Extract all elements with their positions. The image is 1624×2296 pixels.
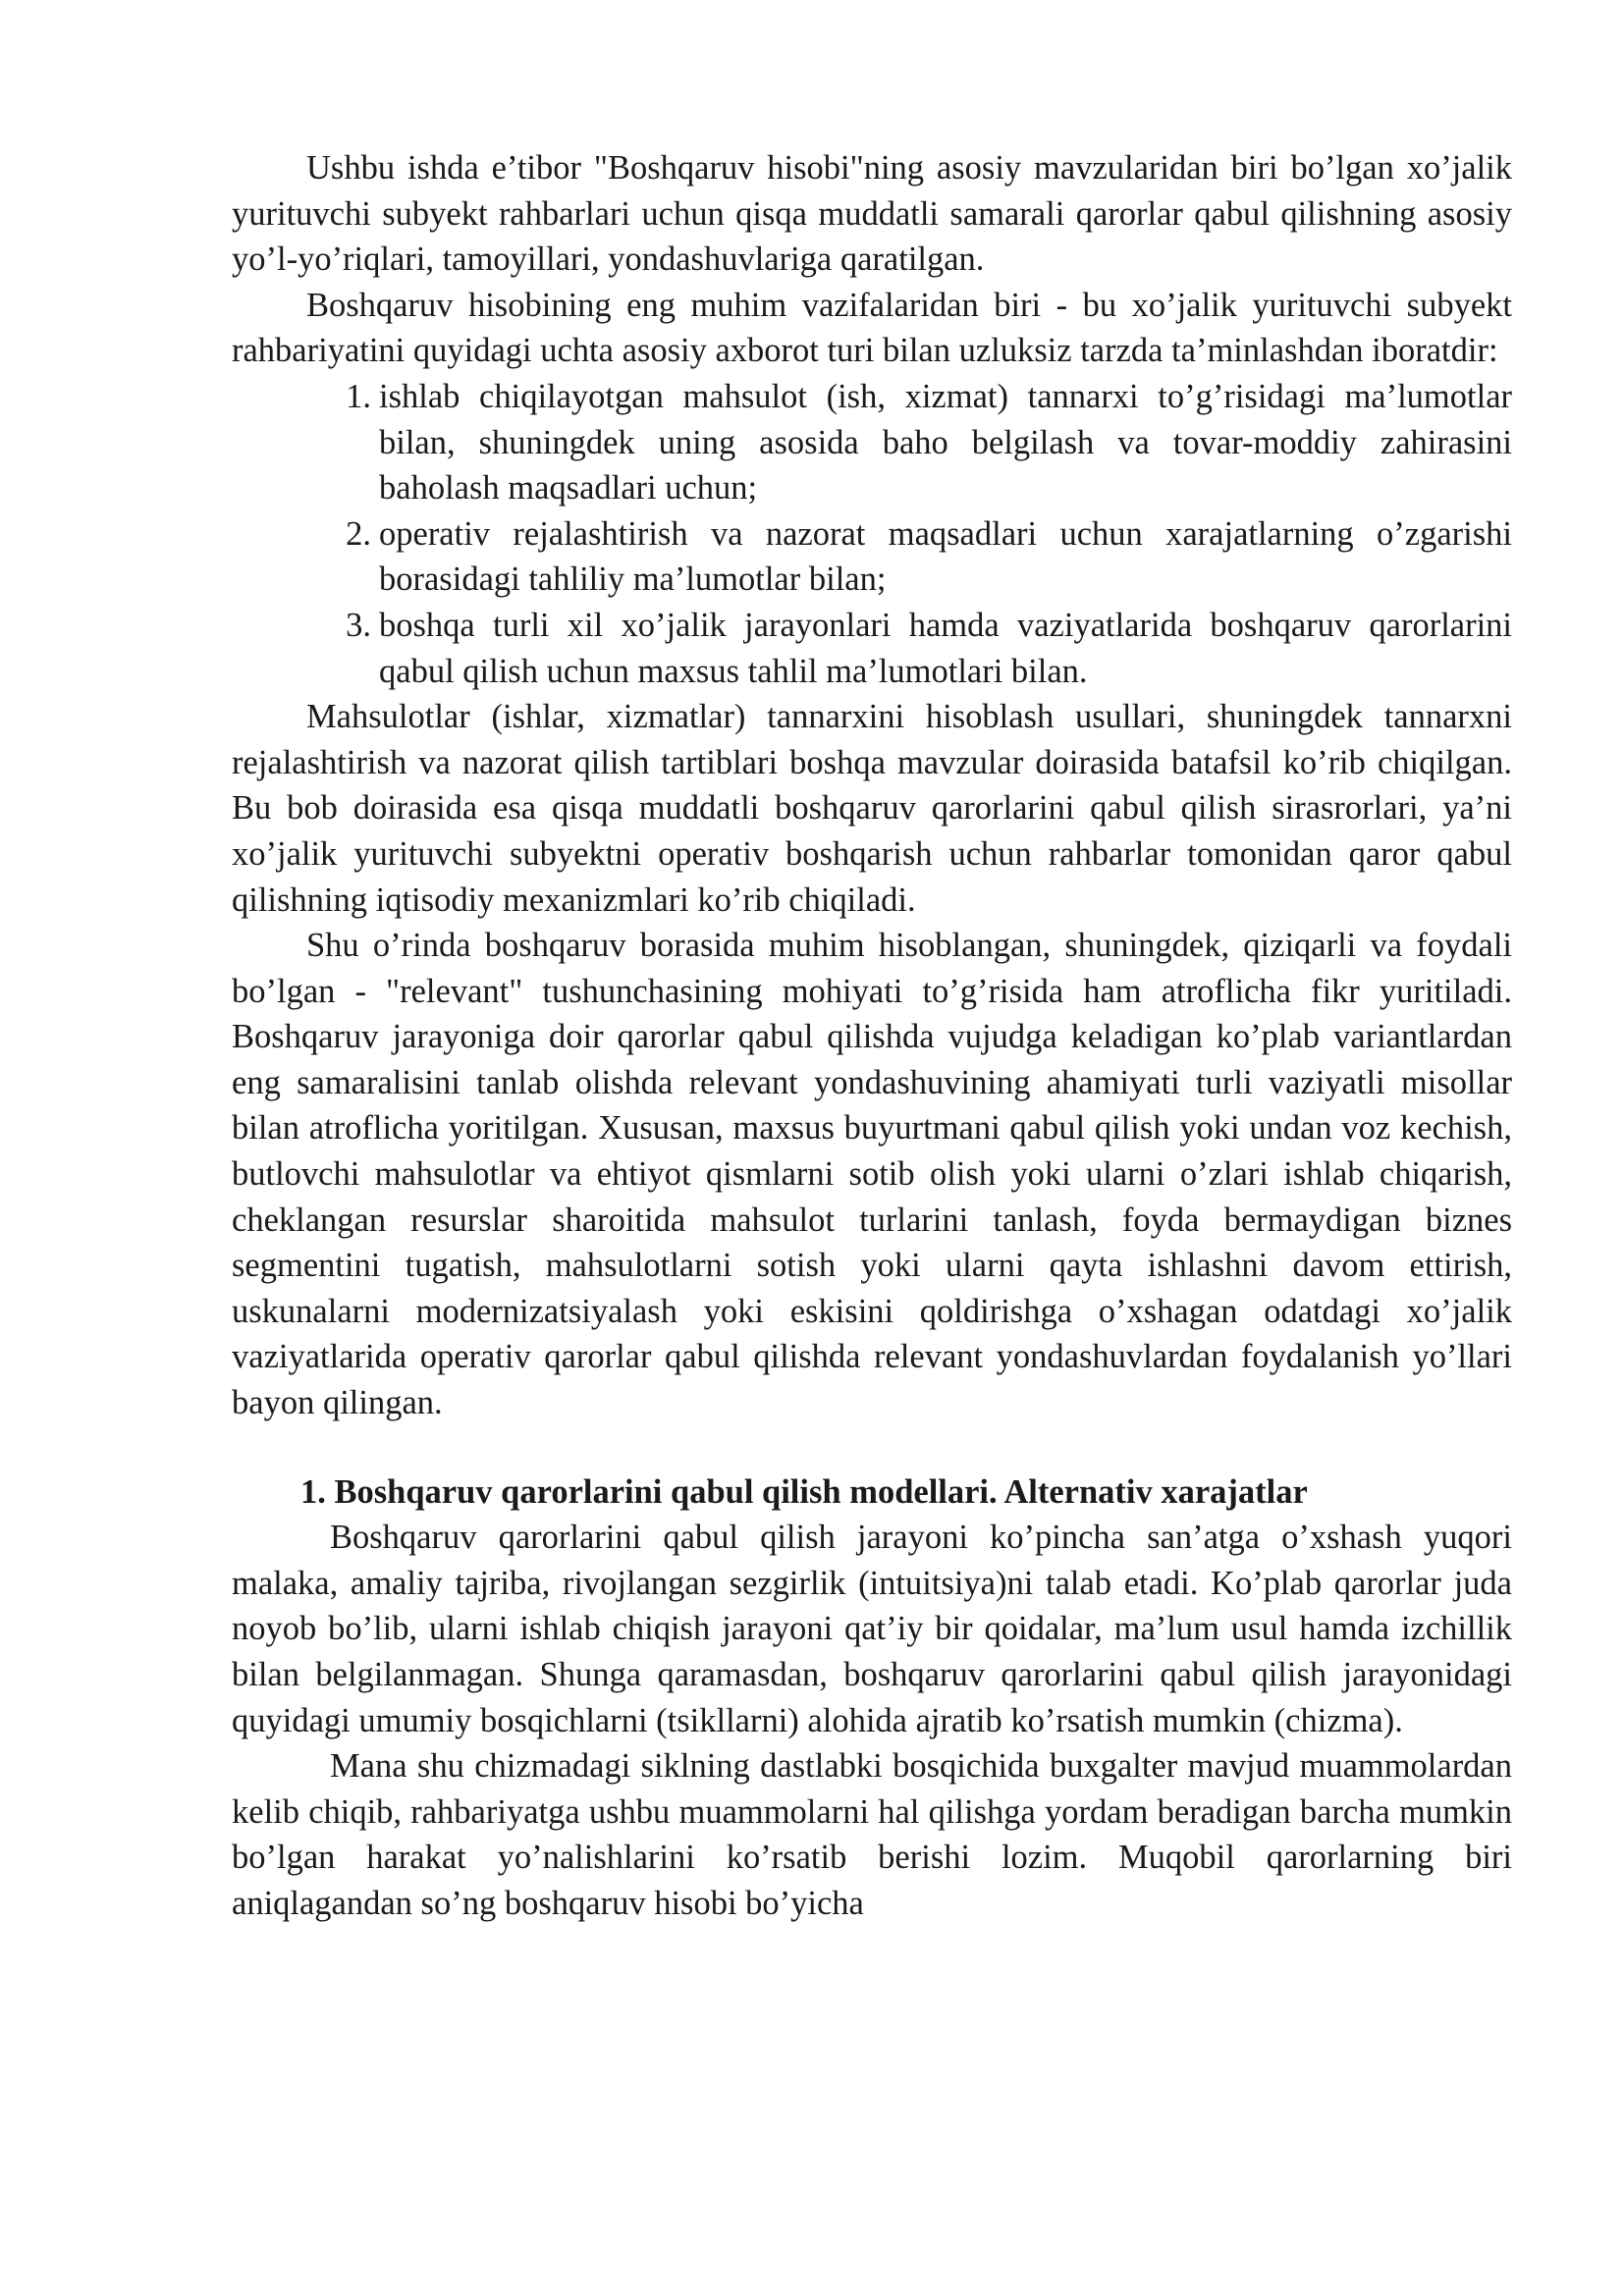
paragraph-costing-methods: Mahsulotlar (ishlar, xizmatlar) tannarxini hisoblash usullari, shuningdek tannarxni rejalashtirish va nazorat qilish tartiblari boshqa mavzular doirasida batafsil ko’rib chiqilgan. Bu bob doirasida esa qisqa muddatli boshqaruv qarorlarini qabul qilish sirasrorlari, ya’ni xo’jalik yurituvchi subyektni operativ boshqarish uchun rahbarlar tomonidan qaror qabul qilishning iqtisodiy mexanizmlari ko’rib chiqiladi. [232, 698, 1512, 919]
paragraph-relevant-approach: Shu o’rinda boshqaruv borasida muhim hisoblangan, shuningdek, qiziqarli va foydali bo’lgan - "relevant" tushunchasining mohiyati to’g’risida ham atroflicha fikr yuritiladi. Boshqaruv jarayoniga doir qarorlar qabul qilishda vujudga keladigan ko’plab variantlardan eng samaralisini tanlab olishda relevant yondashuvining ahamiyati turli vaziyatli misollar bilan atroflicha yoritilgan. Xususan, maxsus buyurtmani qabul qilish yoki undan voz kechish, butlovchi mahsulotlar va ehtiyot qismlarni sotib olish yoki ularni o’zlari ishlab chiqarish, cheklangan resurslar sharoitida mahsulot turlarini tanlash, foyda bermaydigan biznes segmentini tugatish, mahsulotlarni sotish yoki ularni qayta ishlashni davom ettirish, uskunalarni modernizatsiyalash yoki eskisini qoldirishga o’xshagan odatdagi xo’jalik vaziyatlarida operativ qarorlar qabul qilishda relevant yondashuvlardan foydalanish yo’llari bayon qilingan. [232, 927, 1512, 1422]
list-item-number: 2. [346, 514, 371, 553]
list-item [346, 603, 1512, 694]
paragraph-intro: Ushbu ishda e’tibor "Boshqaruv hisobi"ning asosiy mavzularidan biri bo’lgan xo’jalik yurituvchi subyekt rahbarlari uchun qisqa muddatli samarali qarorlar qabul qilishning asosiy yo’l-yo’riqlari, tamoyillari, yondashuvlariga qaratilgan. [232, 149, 1512, 279]
list-item-number: 1. [346, 377, 371, 415]
section-heading: 1. Boshqaruv qarorlarini qabul qilish modellari. Alternativ xarajatlar [300, 1472, 1308, 1511]
list-item-text: operativ rejalashtirish va nazorat maqsadlari uchun xarajatlarning o’zgarishi borasidagi tahliliy ma’lumotlar bilan; [379, 514, 1512, 599]
document-page [232, 145, 1512, 1927]
paragraph-tasks: Boshqaruv hisobining eng muhim vazifalaridan biri - bu xo’jalik yurituvchi subyekt rahbariyatini quyidagi uchta asosiy axborot turi bilan uzluksiz tarzda ta’minlashdan iboratdir: [232, 286, 1512, 370]
list-item-number: 3. [346, 606, 371, 644]
list-item-text: ishlab chiqilayotgan mahsulot (ish, xizmat) tannarxi to’g’risidagi ma’lumotlar bilan, shuningdek uning asosida baho belgilash va tovar-moddiy zahirasini baholash maqsadlari uchun; [379, 377, 1512, 507]
list-item [346, 374, 1512, 511]
list-item-text: boshqa turli xil xo’jalik jarayonlari hamda vaziyatlarida boshqaruv qarorlarini qabul qilish uchun maxsus tahlil ma’lumotlari bilan. [379, 606, 1512, 690]
information-types-list [232, 374, 1512, 694]
list-item [346, 511, 1512, 603]
paragraph-decision-process: Boshqaruv qarorlarini qabul qilish jarayoni ko’pincha san’atga o’xshash yuqori malaka, amaliy tajriba, rivojlangan sezgirlik (intuitsiya)ni talab etadi. Ko’plab qarorlar juda noyob bo’lib, ularni ishlab chiqish jarayoni qat’iy bir qoidalar, ma’lum usul hamda izchillik bilan belgilanmagan. Shunga qaramasdan, boshqaruv qarorlarini qabul qilish jarayonidagi quyidagi umumiy bosqichlarni (tsikllarni) alohida ajratib ko’rsatish mumkin (chizma). [232, 1519, 1512, 1739]
paragraph-cycle-stage: Mana shu chizmadagi siklning dastlabki bosqichida buxgalter mavjud muammolardan kelib chiqib, rahbariyatga ushbu muammolarni hal qilishga yordam beradigan barcha mumkin bo’lgan harakat yo’nalishlarini ko’rsatib berishi lozim. Muqobil qarorlarning biri aniqlagandan so’ng boshqaruv hisobi bo’yicha [232, 1747, 1512, 1922]
